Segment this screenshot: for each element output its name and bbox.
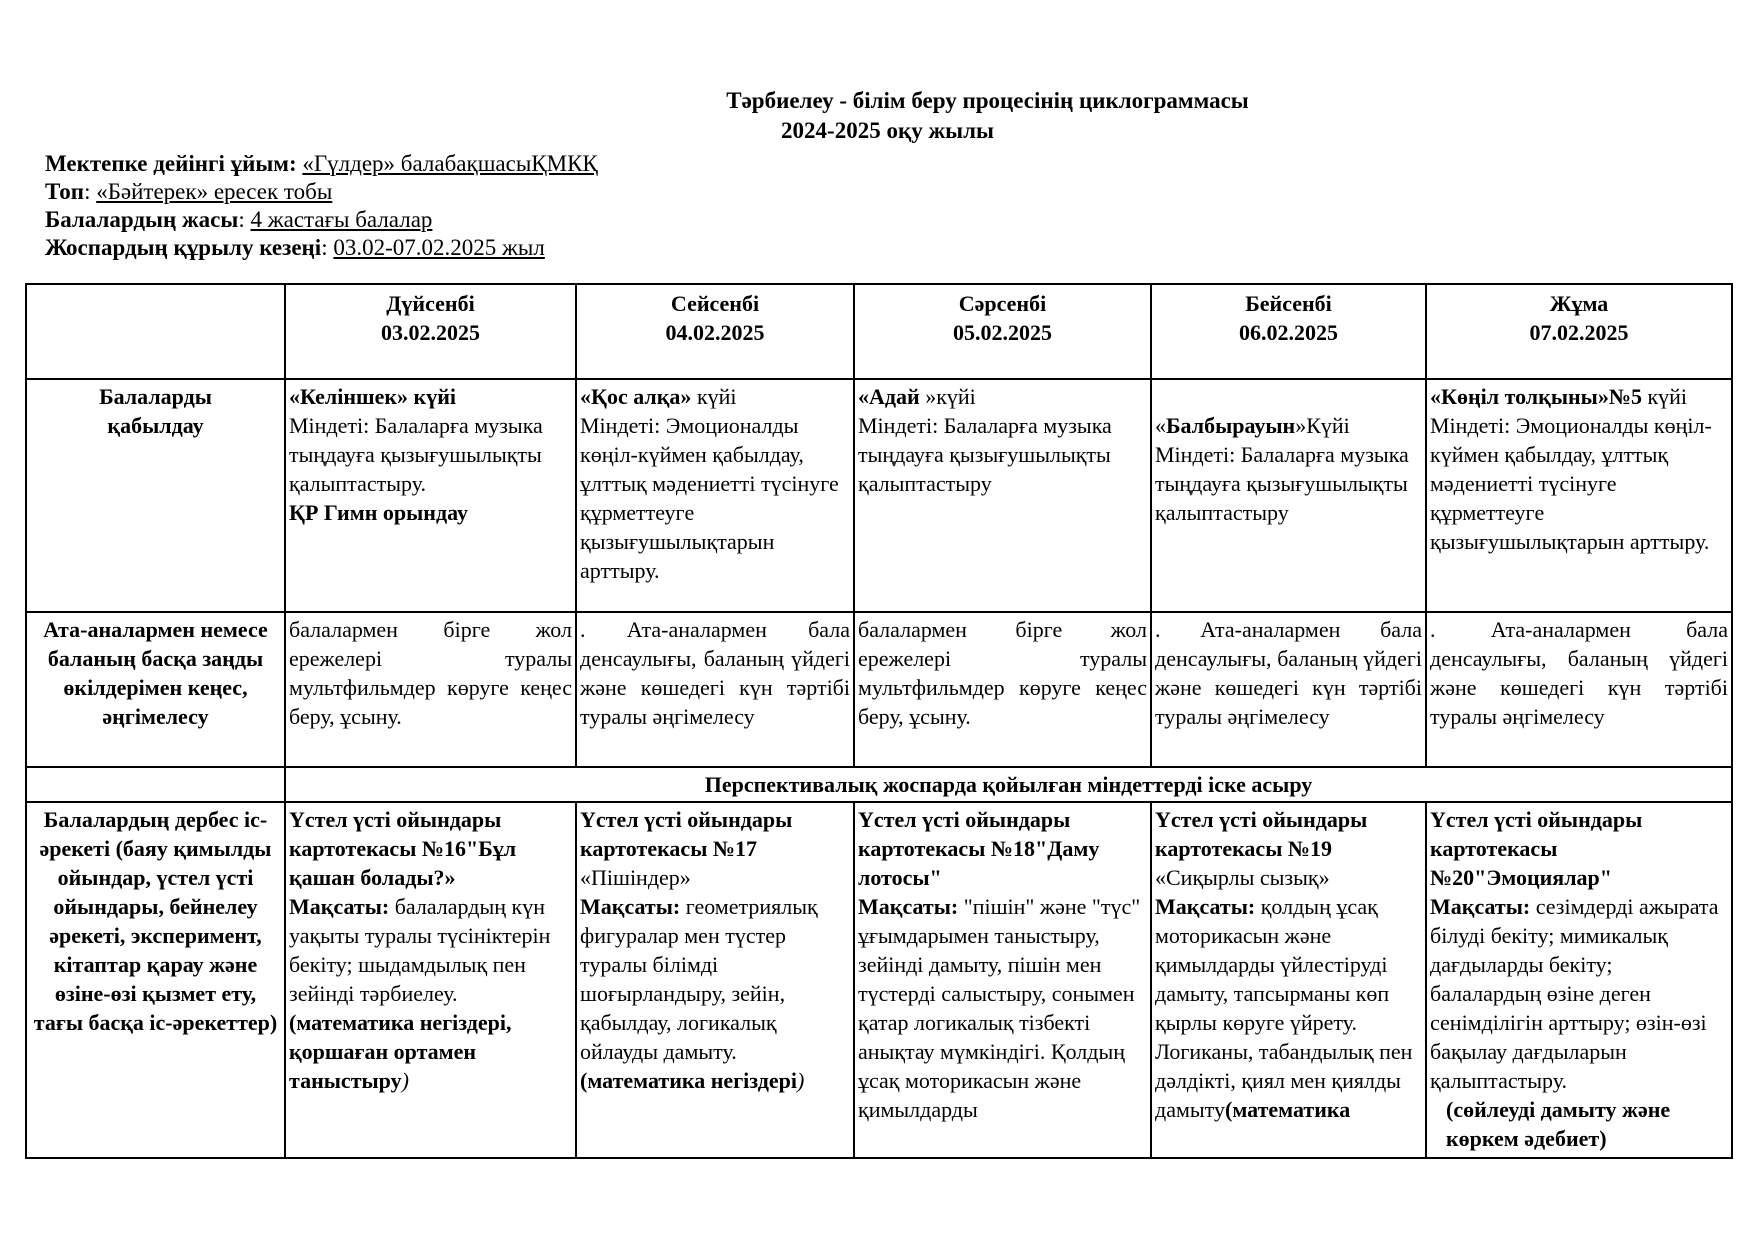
parents-cell: . Ата-аналармен бала денсаулығы, баланың үйдегі және көшедегі күн тәртібі туралы әңгімелесу	[1151, 612, 1426, 767]
row-label-activity: Балалардың дербес іс-әрекеті (баяу қимылды ойындар, үстел үсті ойындары, бейнелеу әрекеті, эксперимент, кітаптар қарау және өзіне-өзі қызмет ету, тағы басқа іс-әрекеттер)	[26, 802, 285, 1158]
reception-cell: «Балбырауын»Күйі Міндеті: Балаларға музыка тыңдауға қызығушылықты қалыптастыру	[1151, 379, 1426, 612]
meta-group: Топ: «Бәйтерек» ересек тобы	[45, 179, 333, 204]
day-header: Дүйсенбі 03.02.2025	[285, 284, 576, 379]
page-title: Тәрбиелеу - білім беру процесінің циклограммасы	[726, 88, 1249, 113]
parents-cell: балалармен бірге жол ережелері туралы мультфильмдер көруге кеңес беру, ұсыну.	[854, 612, 1151, 767]
perspective-empty	[26, 767, 285, 802]
parents-row	[26, 612, 1732, 767]
perspective-row	[26, 767, 1732, 802]
meta-age: Балалардың жасы: 4 жастағы балалар	[45, 207, 433, 232]
day-header: Жұма 07.02.2025	[1426, 284, 1732, 379]
perspective-text: Перспективалық жоспарда қойылған міндеттерді іске асыру	[285, 767, 1732, 802]
header-row	[26, 284, 1732, 379]
day-header: Бейсенбі 06.02.2025	[1151, 284, 1426, 379]
activity-cell: Үстел үсті ойындары картотекасы №18"Даму лотосы" Мақсаты: "пішін" және "түс" ұғымдарымен таныстыру, зейінді дамыту, пішін мен түстерді салыстыру, сонымен қатар логикалық тізбекті анықтау мүмкіндігі. Қолдың ұсақ моторикасын және қимылдарды	[854, 802, 1151, 1158]
reception-cell: «Келіншек» күйі Міндеті: Балаларға музыка тыңдауға қызығушылықты қалыптастыру. ҚР Гимн орындау	[285, 379, 576, 612]
parents-cell: балалармен бірге жол ережелері туралы мультфильмдер көруге кеңес беру, ұсыну.	[285, 612, 576, 767]
day-header: Сәрсенбі 05.02.2025	[854, 284, 1151, 379]
day-header: Сейсенбі 04.02.2025	[576, 284, 854, 379]
activity-cell: Үстел үсті ойындары картотекасы №16"Бұл қашан болады?» Мақсаты: балалардың күн уақыты туралы түсініктерін бекіту; шыдамдылық пен зейінді тәрбиелеу.(математика негіздері, қоршаған ортамен таныстыру)	[285, 802, 576, 1158]
reception-row	[26, 379, 1732, 612]
cyclogram-table	[25, 283, 1733, 1159]
meta-period: Жоспардың құрылу кезеңі: 03.02-07.02.2025 жыл	[45, 235, 545, 260]
row-label-reception: Балаларды қабылдау	[26, 379, 285, 612]
corner-cell	[26, 284, 285, 379]
parents-cell: . Ата-аналармен бала денсаулығы, баланың үйдегі және көшедегі күн тәртібі туралы әңгімелесу	[576, 612, 854, 767]
meta-block	[45, 150, 598, 262]
academic-year: 2024-2025 оқу жылы	[781, 118, 994, 143]
parents-cell: . Ата-аналармен бала денсаулығы, баланың үйдегі және көшедегі күн тәртібі туралы әңгімелесу	[1426, 612, 1732, 767]
row-label-parents: Ата-аналармен немесе баланың басқа заңды өкілдерімен кеңес, әңгімелесу	[26, 612, 285, 767]
reception-cell: «Адай »күйі Міндеті: Балаларға музыка тыңдауға қызығушылықты қалыптастыру	[854, 379, 1151, 612]
activity-cell: Үстел үсті ойындары картотекасы №19 «Сиқырлы сызық» Мақсаты: қолдың ұсақ моторикасын және қимылдарды үйлестіруді дамыту, тапсырманы көп қырлы көруге үйрету. Логиканы, табандылық пен дәлдікті, қиял мен қиялды дамыту(математика	[1151, 802, 1426, 1158]
activity-row	[26, 802, 1732, 1158]
meta-organization: Мектепке дейінгі ұйым: «Гүлдер» балабақшасыҚМКҚ	[45, 151, 598, 176]
activity-cell: Үстел үсті ойындары картотекасы №20"Эмоциялар" Мақсаты: сезімдерді ажырата білуді бекіту; мимикалық дағдыларды бекіту; балалардың өзіне деген сенімділігін арттыру; өзін-өзі бақылау дағдыларын қалыптастыру. (сөйлеуді дамыту және көркем әдебиет)	[1426, 802, 1732, 1158]
reception-cell: «Қос алқа» күйі Міндеті: Эмоционалды көңіл-күймен қабылдау, ұлттық мәдениетті түсінуге құрметтеугe қызығушылықтарын арттыру.	[576, 379, 854, 612]
reception-cell: «Көңіл толқыны»№5 күйі Міндеті: Эмоционалды көңіл-күймен қабылдау, ұлттық мәдениетті түсінуге құрметтеугe қызығушылықтарын арттыру.	[1426, 379, 1732, 612]
activity-cell: Үстел үсті ойындары картотекасы №17 «Пішіндер» Мақсаты: геометриялық фигуралар мен түстер туралы білімді шоғырландыру, зейін, қабылдау, логикалық ойлауды дамыту. (математика негіздері)	[576, 802, 854, 1158]
